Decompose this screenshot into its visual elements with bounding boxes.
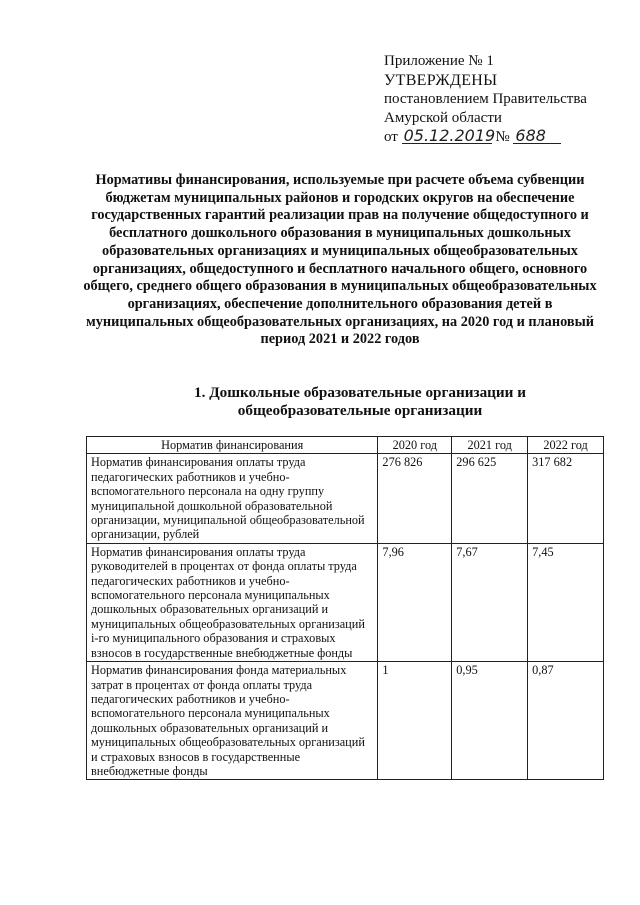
- handwritten-date: 05.12.2019: [403, 126, 496, 145]
- value-2020: 1: [378, 662, 452, 780]
- table-row: [87, 454, 604, 543]
- handwritten-number: 688: [513, 128, 561, 144]
- appendix-number: Приложение № 1: [384, 53, 494, 69]
- value-2021: 0,95: [452, 662, 528, 780]
- value-2022: 317 682: [528, 454, 604, 543]
- value-2022: 0,87: [528, 662, 604, 780]
- header-2021: 2021 год: [452, 437, 528, 454]
- resolution-label: постановлением Правительства: [384, 91, 587, 107]
- appendix-block: [384, 52, 624, 147]
- financing-norms-table: [86, 436, 604, 780]
- header-2020: 2020 год: [378, 437, 452, 454]
- value-2022: 7,45: [528, 543, 604, 661]
- value-2020: 276 826: [378, 454, 452, 543]
- header-2022: 2022 год: [528, 437, 604, 454]
- section-heading: 1. Дошкольные образовательные организации и общеобразовательные организации: [194, 384, 526, 419]
- region-label: Амурской области: [384, 110, 502, 126]
- row-label: Норматив финансирования оплаты труда руководителей в процентах от фонда оплаты труда педагогических работников и учебно-вспомогательного персонала муниципальных дошкольных образовательных организаций и муниципальных общеобразовательных организаций i-го муниципального образования и страховых взносов в государственные внебюджетные фонды: [87, 543, 378, 661]
- date-number-line: [384, 128, 624, 147]
- value-2021: 7,67: [452, 543, 528, 661]
- row-label: Норматив финансирования оплаты труда педагогических работников и учебно-вспомогательного персонала на одну группу муниципальной дошкольной образовательной организации, муниципальной общеобразовательной организации, рублей: [87, 454, 378, 543]
- value-2021: 296 625: [452, 454, 528, 543]
- table-row: [87, 543, 604, 661]
- row-label: Норматив финансирования фонда материальных затрат в процентах от фонда оплаты труда педагогических работников и учебно-вспомогательного персонала муниципальных дошкольных образовательных организаций и муниципальных общеобразовательных организаций и страховых взносов в государственные внебюджетные фонды: [87, 662, 378, 780]
- value-2020: 7,96: [378, 543, 452, 661]
- table-header-row: [87, 437, 604, 454]
- from-prefix: от: [384, 129, 398, 145]
- approved-label: УТВЕРЖДЕНЫ: [384, 72, 498, 89]
- number-prefix: №: [495, 129, 510, 145]
- document-title: Нормативы финансирования, используемые при расчете объема субвенции бюджетам муниципальных районов и городских округов на обеспечение государственных гарантий реализации прав на получение общедоступного и бесплатного дошкольного образования в муниципальных дошкольных образовательных организациях и муниципальных общеобразовательных организациях, общедоступного и бесплатного начального общего, основного общего, среднего общего образования в муниципальных общеобразовательных организациях, обеспечение дополнительного образования детей в муниципальных общеобразовательных организациях, на 2020 год и плановый период 2021 и 2022 годов: [83, 172, 597, 348]
- table-row: [87, 662, 604, 780]
- header-norm: Норматив финансирования: [87, 437, 378, 454]
